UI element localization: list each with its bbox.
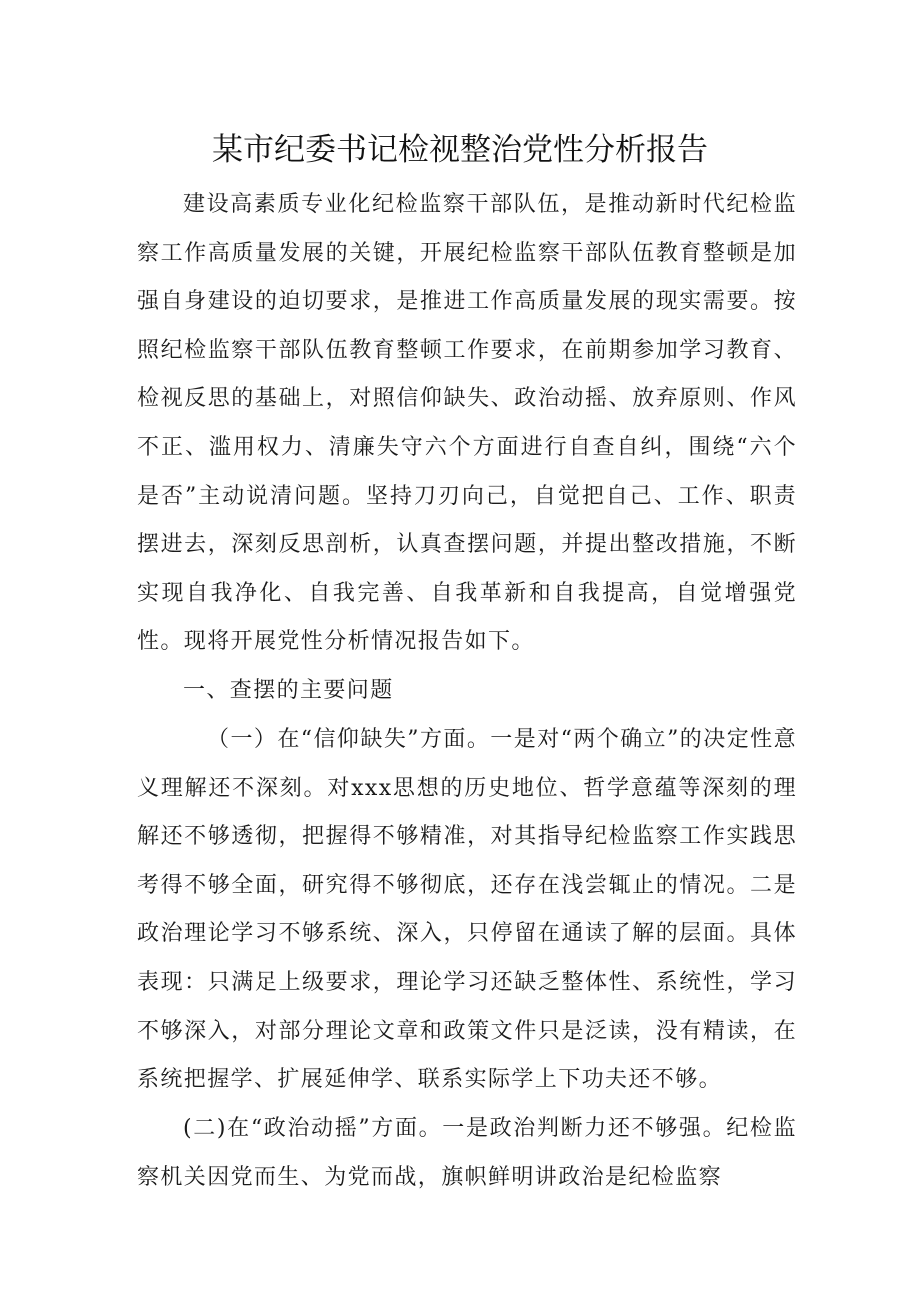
- section-heading: 一、查摆的主要问题: [183, 678, 394, 703]
- item-one-paragraph: （一）在“信仰缺失”方面。一是对“两个确立”的决定性意义理解还不深刻。对xxx思想的历史地位、哲学意蕴等深刻的理解还不够透彻，把握得不够精准，对其指导纪检监察工作实践思考得不够全面，研究得不够彻底，还存在浅尝辄止的情况。二是政治理论学习不够系统、深入，只停留在通读了解的层面。具体表现：只满足上级要求，理论学习还缺乏整体性、系统性，学习不够深入，对部分理论文章和政策文件只是泛读，没有精读，在系统把握学、扩展延伸学、联系实际学上下功夫还不够。: [137, 727, 797, 1093]
- intro-paragraph: 建设高素质专业化纪检监察干部队伍，是推动新时代纪检监察工作高质量发展的关键，开展纪检监察干部队伍教育整顿是加强自身建设的迫切要求，是推进工作高质量发展的现实需要。按照纪检监察干部队伍教育整顿工作要求，在前期参加学习教育、检视反思的基础上，对照信仰缺失、政治动摇、放弃原则、作风不正、滥用权力、清廉失守六个方面进行自查自纠，围绕“六个是否”主动说清问题。坚持刀刃向己，自觉把自己、工作、职责摆进去，深刻反思剖析，认真查摆问题，并提出整改措施，不断实现自我净化、自我完善、自我革新和自我提高，自觉增强党性。现将开展党性分析情况报告如下。: [137, 192, 797, 655]
- item-two-paragraph: (二)在“政治动摇”方面。一是政治判断力还不够强。纪检监察机关因党而生、为党而战，旗帜鲜明讲政治是纪检监察: [137, 1116, 797, 1190]
- document-title: 某市纪委书记检视整治党性分析报告: [212, 132, 708, 168]
